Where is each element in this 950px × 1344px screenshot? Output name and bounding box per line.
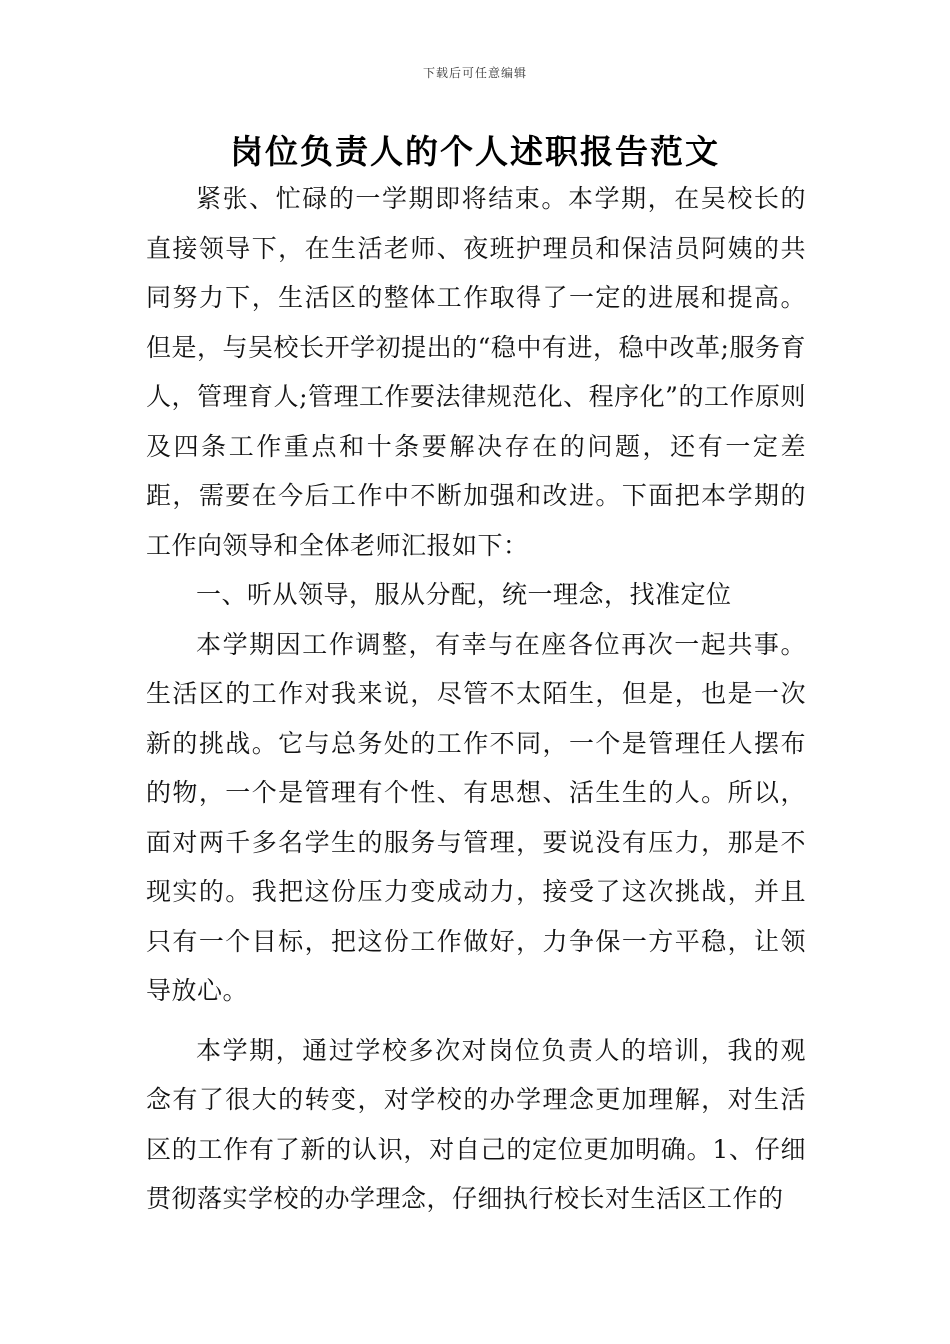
document-body [146, 174, 806, 1224]
paragraph-section-1: 本学期因工作调整，有幸与在座各位再次一起共事。生活区的工作对我来说，尽管不太陌生，但是，也是一次新的挑战。它与总务处的工作不同，一个是管理任人摆布的物，一个是管理有个性、有思想、活生生的人。所以，面对两千多名学生的服务与管理，要说没有压力，那是不现实的。我把这份压力变成动力，接受了这次挑战，并且只有一个目标，把这份工作做好，力争保一方平稳，让领导放心。 [146, 629, 806, 1005]
paragraph-training: 本学期，通过学校多次对岗位负责人的培训，我的观念有了很大的转变，对学校的办学理念更加理解，对生活区的工作有了新的认识，对自己的定位更加明确。1、仔细贯彻落实学校的办学理念，仔细执行校长对生活区工作的 [146, 1035, 806, 1213]
paragraph-intro: 紧张、忙碌的一学期即将结束。本学期，在吴校长的直接领导下，在生活老师、夜班护理员和保洁员阿姨的共同努力下，生活区的整体工作取得了一定的进展和提高。但是，与吴校长开学初提出的“稳中有进，稳中改革;服务育人，管理育人;管理工作要法律规范化、程序化”的工作原则及四条工作重点和十条要解决存在的问题，还有一定差距，需要在今后工作中不断加强和改进。下面把本学期的工作向领导和全体老师汇报如下： [146, 184, 806, 560]
page-title: 岗位负责人的个人述职报告范文 [230, 132, 720, 171]
header-note: 下载后可任意编辑 [422, 66, 527, 80]
section-heading-1: 一、听从领导，服从分配，统一理念，找准定位 [196, 580, 732, 609]
